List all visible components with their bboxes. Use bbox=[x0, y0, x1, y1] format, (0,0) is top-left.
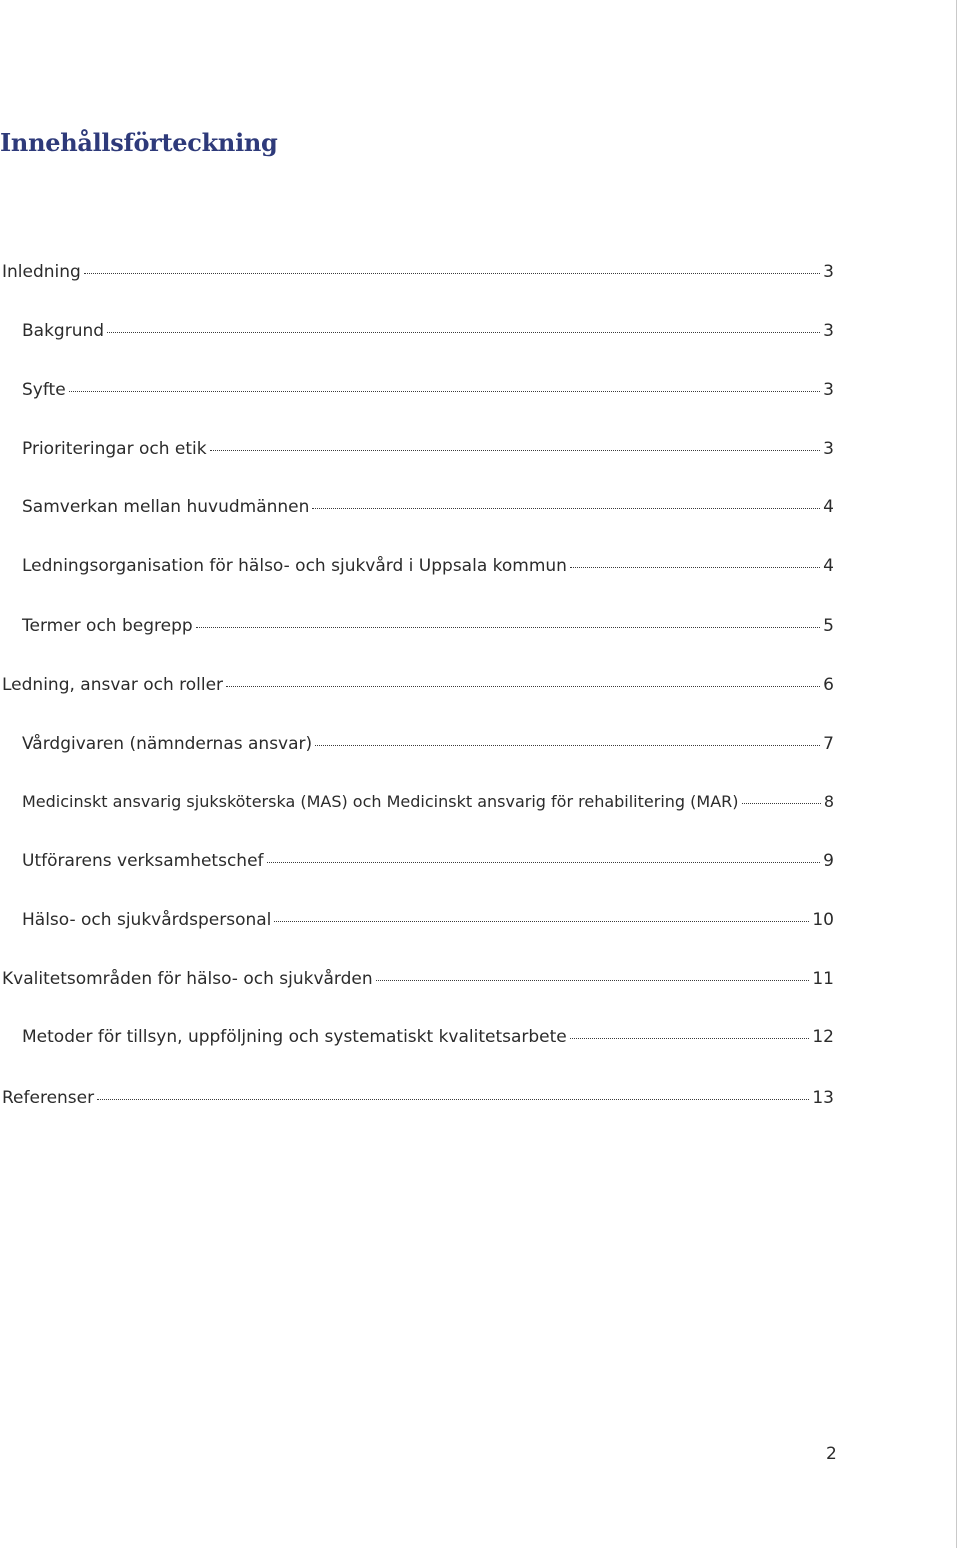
toc-entry-label: Referenser bbox=[2, 1088, 95, 1108]
toc-entry-label: Termer och begrepp bbox=[22, 616, 193, 636]
dot-leader bbox=[376, 980, 810, 981]
dot-leader bbox=[97, 1099, 809, 1100]
dot-leader bbox=[226, 686, 820, 687]
toc-entry-referenser[interactable] bbox=[2, 1088, 834, 1108]
dot-leader bbox=[274, 921, 809, 922]
toc-entry-bakgrund[interactable] bbox=[22, 321, 834, 341]
toc-entry-personal[interactable] bbox=[22, 910, 834, 930]
toc-entry-samverkan[interactable] bbox=[22, 497, 834, 517]
toc-entry-page: 12 bbox=[812, 1027, 834, 1047]
toc-entry-ledningsorganisation[interactable] bbox=[22, 556, 834, 576]
toc-entry-label: Hälso- och sjukvårdspersonal bbox=[22, 910, 272, 930]
dot-leader bbox=[196, 627, 820, 628]
toc-entry-metoder[interactable] bbox=[22, 1027, 834, 1047]
toc-title: Innehållsförteckning bbox=[0, 128, 278, 157]
toc-entry-syfte[interactable] bbox=[22, 380, 834, 400]
dot-leader bbox=[312, 508, 820, 509]
toc-entry-page: 9 bbox=[823, 851, 834, 871]
toc-entry-label: Samverkan mellan huvudmännen bbox=[22, 497, 310, 517]
toc-entry-page: 3 bbox=[823, 439, 834, 459]
page-edge-line bbox=[956, 0, 957, 1548]
toc-entry-label: Utförarens verksamhetschef bbox=[22, 851, 264, 871]
dot-leader bbox=[570, 567, 820, 568]
toc-entry-page: 3 bbox=[823, 262, 834, 282]
dot-leader bbox=[315, 745, 820, 746]
toc-entry-label: Kvalitetsområden för hälso- och sjukvården bbox=[2, 969, 373, 989]
toc-entry-mas-mar[interactable] bbox=[22, 792, 834, 811]
toc-entry-label: Prioriteringar och etik bbox=[22, 439, 207, 459]
toc-entry-label: Metoder för tillsyn, uppföljning och systematiskt kvalitetsarbete bbox=[22, 1027, 567, 1047]
page-number: 2 bbox=[826, 1444, 837, 1464]
toc-entry-kvalitetsomraden[interactable] bbox=[2, 969, 834, 989]
toc-entry-page: 4 bbox=[823, 497, 834, 517]
dot-leader bbox=[210, 450, 821, 451]
toc-entry-ledning-ansvar[interactable] bbox=[2, 675, 834, 695]
toc-entry-label: Bakgrund bbox=[22, 321, 105, 341]
toc-entry-vardgivaren[interactable] bbox=[22, 734, 834, 754]
toc-entry-page: 7 bbox=[823, 734, 834, 754]
toc-entry-page: 6 bbox=[823, 675, 834, 695]
dot-leader bbox=[267, 862, 821, 863]
toc-entry-page: 10 bbox=[812, 910, 834, 930]
toc-entry-page: 8 bbox=[823, 792, 834, 811]
dot-leader bbox=[742, 803, 821, 804]
toc-entry-label: Vårdgivaren (nämndernas ansvar) bbox=[22, 734, 313, 754]
toc-entry-prioriteringar[interactable] bbox=[22, 439, 834, 459]
toc-entry-label: Ledningsorganisation för hälso- och sjukvård i Uppsala kommun bbox=[22, 556, 567, 576]
toc-entry-page: 4 bbox=[823, 556, 834, 576]
dot-leader bbox=[570, 1038, 810, 1039]
toc-entry-label: Inledning bbox=[2, 262, 81, 282]
toc-entry-label: Ledning, ansvar och roller bbox=[2, 675, 224, 695]
dot-leader bbox=[69, 391, 821, 392]
toc-entry-page: 3 bbox=[823, 380, 834, 400]
toc-entry-page: 5 bbox=[823, 616, 834, 636]
toc-entry-label: Syfte bbox=[22, 380, 66, 400]
toc-entry-termer[interactable] bbox=[22, 616, 834, 636]
toc-entry-page: 11 bbox=[812, 969, 834, 989]
toc-entry-label: Medicinskt ansvarig sjuksköterska (MAS) och Medicinskt ansvarig för rehabilitering (MAR) bbox=[22, 792, 739, 811]
toc-entry-page: 13 bbox=[812, 1088, 834, 1108]
toc-entry-verksamhetschef[interactable] bbox=[22, 851, 834, 871]
dot-leader bbox=[107, 332, 820, 333]
toc-entry-inledning[interactable] bbox=[2, 262, 834, 282]
toc-entry-page: 3 bbox=[823, 321, 834, 341]
dot-leader bbox=[84, 273, 820, 274]
